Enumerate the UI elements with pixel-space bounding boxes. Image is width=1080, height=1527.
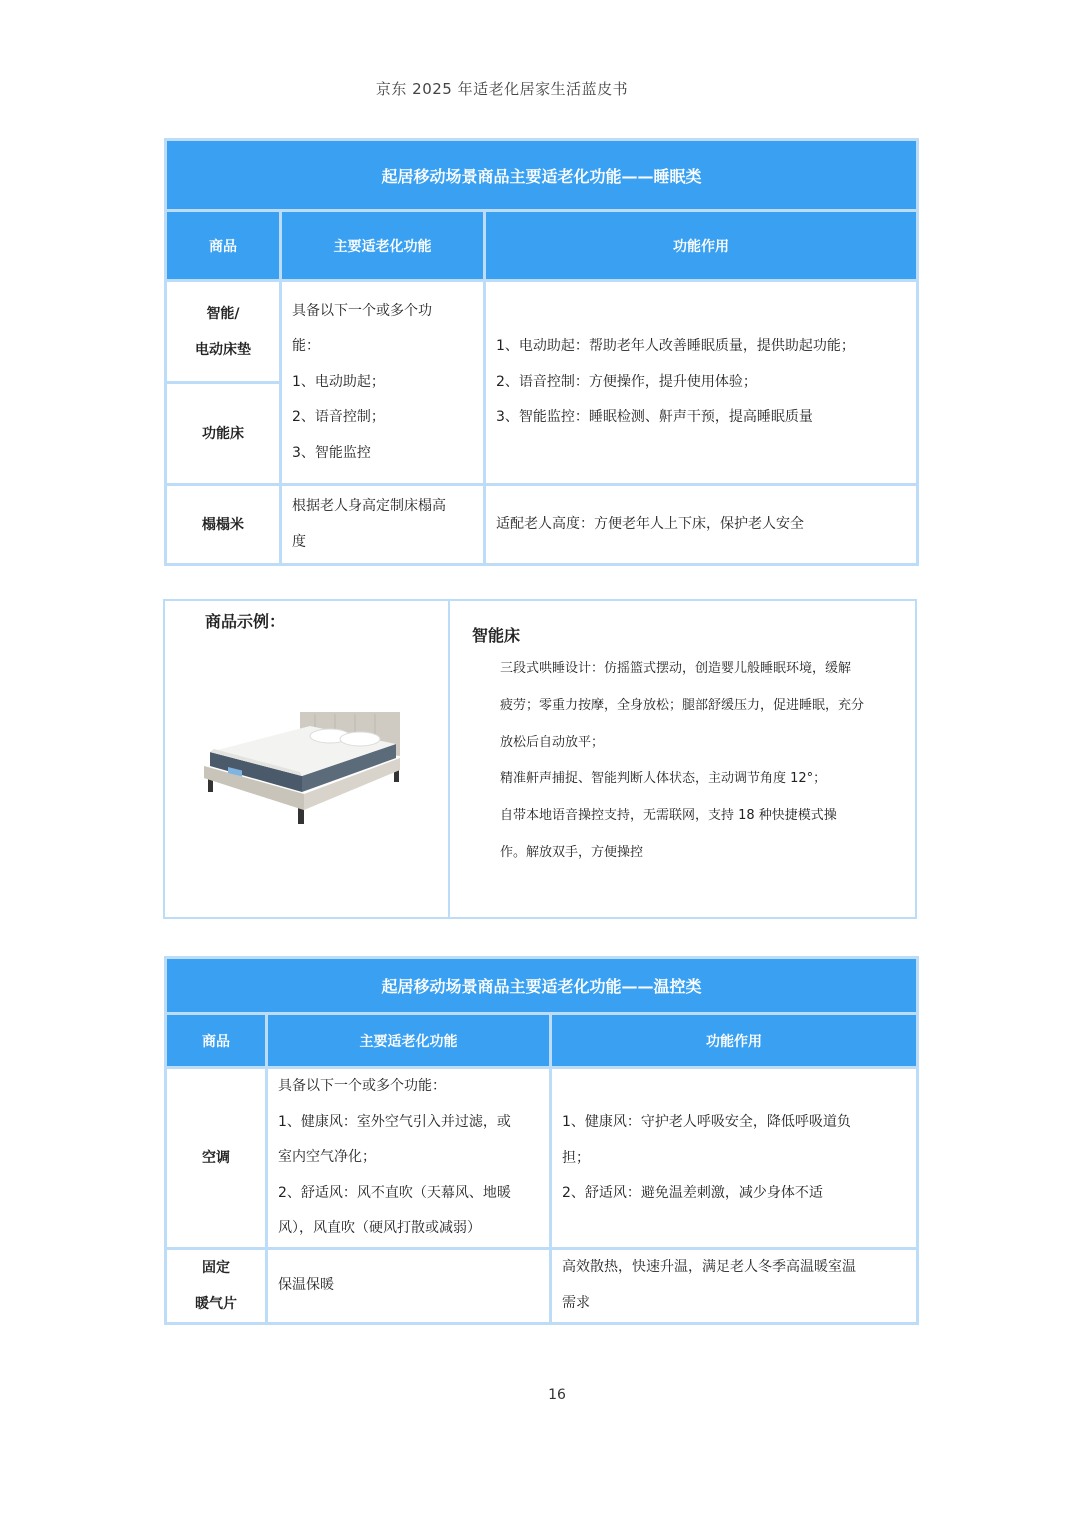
effect-cell: 高效散热，快速升温，满足老人冬季高温暖室温 需求 (551, 1248, 918, 1323)
feature-cell: 具备以下一个或多个功 能： 1、电动助起； 2、语音控制； 3、智能监控 (281, 281, 485, 485)
column-header-product: 商品 (166, 211, 281, 281)
product-cell: 榻榻米 (166, 485, 281, 565)
temperature-function-table (164, 956, 919, 1325)
feature-cell: 根据老人身高定制床榻高 度 (281, 485, 485, 565)
effect-cell: 适配老人高度：方便老年人上下床，保护老人安全 (485, 485, 918, 565)
table-title: 起居移动场景商品主要适老化功能——温控类 (166, 958, 918, 1014)
table-row (166, 281, 918, 383)
effect-cell: 1、健康风：守护老人呼吸安全，降低呼吸道负 担； 2、舒适风：避免温差刺激，减少身体不适 (551, 1068, 918, 1249)
column-header-effects: 功能作用 (485, 211, 918, 281)
column-header-effects: 功能作用 (551, 1014, 918, 1068)
product-cell: 智能/ 电动床垫 (166, 281, 281, 383)
column-header-product: 商品 (166, 1014, 267, 1068)
sleep-function-table (164, 138, 919, 566)
feature-cell: 保温保暖 (267, 1248, 551, 1323)
page-number: 16 (548, 1387, 566, 1403)
column-header-features: 主要适老化功能 (281, 211, 485, 281)
product-cell: 空调 (166, 1068, 267, 1249)
table-row (166, 1068, 918, 1249)
document-header: 京东 2025 年适老化居家生活蓝皮书 (375, 80, 629, 98)
example-image-panel (165, 601, 450, 917)
feature-cell: 具备以下一个或多个功能： 1、健康风：室外空气引入并过滤，或 室内空气净化； 2、舒适风：风不直吹（天幕风、地暖 风），风直吹（硬风打散或减弱） (267, 1068, 551, 1249)
table-row (166, 485, 918, 565)
example-product-title: 智能床 (472, 626, 521, 645)
smart-bed-image (200, 706, 410, 826)
product-cell: 功能床 (166, 383, 281, 485)
table-row (166, 1248, 918, 1323)
product-example-box (163, 599, 917, 919)
effect-cell: 1、电动助起：帮助老年人改善睡眠质量，提供助起功能； 2、语音控制：方便操作，提升使用体验； 3、智能监控：睡眠检测、鼾声干预，提高睡眠质量 (485, 281, 918, 485)
table-title: 起居移动场景商品主要适老化功能——睡眠类 (166, 140, 918, 211)
product-cell: 固定 暖气片 (166, 1248, 267, 1323)
example-label: 商品示例： (205, 612, 286, 631)
column-header-features: 主要适老化功能 (267, 1014, 551, 1068)
example-description: 三段式哄睡设计：仿摇篮式摆动，创造婴儿般睡眠环境，缓解 疲劳；零重力按摩，全身放松；腿部舒缓压力，促进睡眠，充分 放松后自动放平； 精准鼾声捕捉、智能判断人体状态，主动调节角度 12°； 自带本地语音操控支持，无需联网，支持 18 种快捷模式操 作。解放双手，方便操控 (500, 661, 865, 860)
